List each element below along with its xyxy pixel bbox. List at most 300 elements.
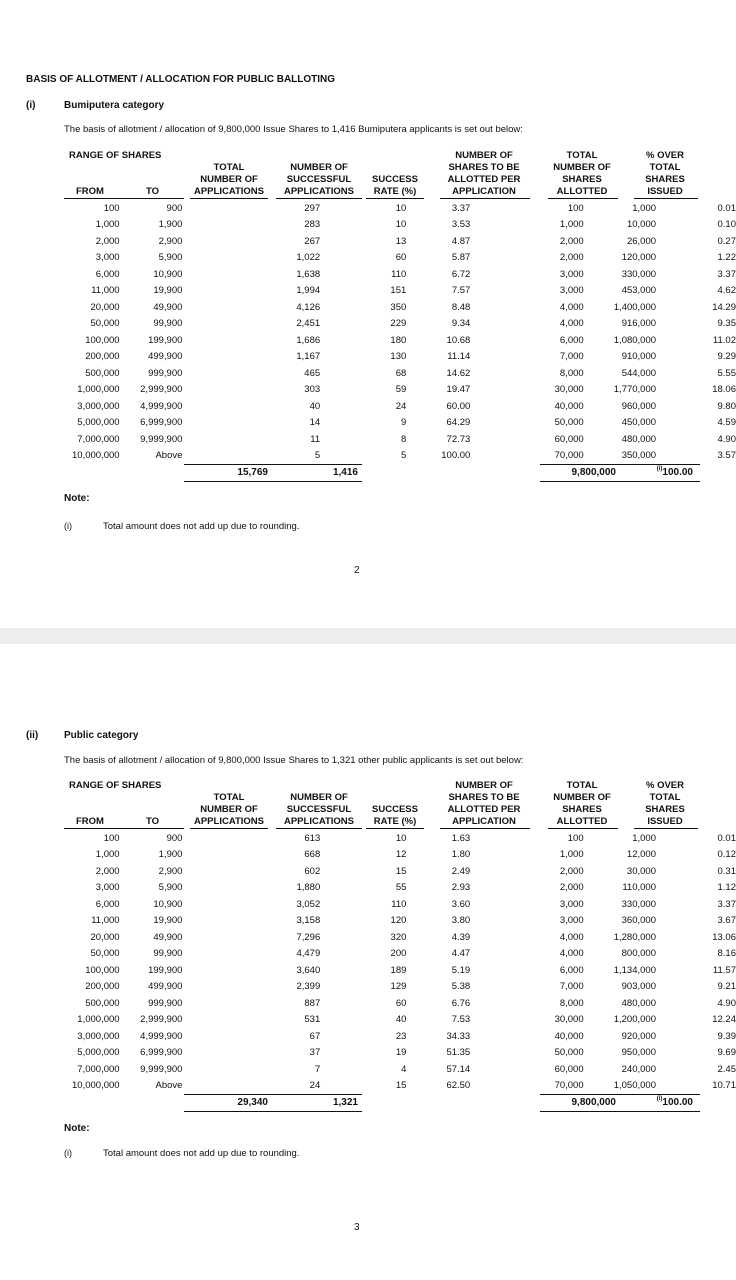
from-cell: 6,000	[95, 898, 120, 910]
from-cell: 500,000	[85, 997, 120, 1009]
table-row	[64, 217, 736, 234]
applications-cell: 1,167	[296, 351, 321, 363]
per-application-cell: 3,000	[559, 268, 584, 280]
to-cell: 9,999,900	[140, 1063, 183, 1075]
table-row	[64, 979, 736, 996]
table-row	[64, 896, 736, 913]
rate-cell: 9.34	[451, 318, 471, 330]
table-row	[64, 1045, 736, 1062]
successful-cell: 200	[390, 948, 407, 960]
table-row	[64, 431, 736, 448]
per-application-cell: 70,000	[554, 1080, 584, 1092]
from-cell: 100	[103, 832, 120, 844]
shares-allotted-cell: 800,000	[621, 948, 656, 960]
table-row	[64, 946, 736, 963]
from-cell: 3,000,000	[77, 1030, 120, 1042]
rate-cell: 72.73	[446, 433, 471, 445]
shares-allotted-cell: 1,200,000	[613, 1014, 656, 1026]
applications-cell: 5	[314, 450, 321, 462]
shares-allotted-cell: 453,000	[621, 285, 657, 297]
table-row	[64, 415, 736, 432]
note-marker: (i)	[64, 1148, 72, 1158]
rate-cell: 34.33	[446, 1030, 471, 1042]
shares-allotted-cell: 903,000	[621, 981, 656, 993]
rate-cell: 8.48	[451, 301, 471, 313]
rate-cell: 6.72	[451, 268, 471, 280]
to-cell: 10,900	[153, 898, 183, 910]
shares-allotted-cell: 450,000	[621, 417, 657, 429]
to-cell: 1,900	[158, 849, 183, 861]
applications-cell: 465	[304, 367, 321, 379]
applications-cell: 67	[309, 1030, 321, 1042]
successful-cell: 60	[395, 997, 407, 1009]
header-total-applications: TOTAL NUMBER OF APPLICATIONS	[193, 792, 265, 827]
per-application-cell: 1,000	[559, 849, 584, 861]
per-application-cell: 60,000	[554, 433, 584, 445]
successful-cell: 129	[390, 981, 407, 993]
header-successful-applications: NUMBER OF SUCCESSFUL APPLICATIONS	[283, 792, 355, 827]
range-header: RANGE OF SHARES	[69, 150, 162, 161]
from-cell: 5,000,000	[77, 1047, 120, 1059]
successful-cell: 9	[400, 417, 407, 429]
header-to: TO	[146, 186, 160, 197]
from-cell: 100,000	[85, 964, 120, 976]
header-successful-applications: NUMBER OF SUCCESSFUL APPLICATIONS	[283, 162, 355, 197]
header-from: FROM	[76, 816, 104, 827]
percent-cell: 4.90	[717, 997, 736, 1009]
per-application-cell: 30,000	[554, 1014, 584, 1026]
shares-allotted-cell: 1,134,000	[613, 964, 656, 976]
table-row	[64, 266, 736, 283]
table-row	[64, 1061, 736, 1078]
percent-cell: 9.39	[717, 1030, 736, 1042]
successful-cell: 12	[395, 849, 407, 861]
shares-allotted-cell: 330,000	[621, 268, 657, 280]
to-cell: 199,900	[148, 964, 183, 976]
percent-cell: 3.67	[717, 915, 736, 927]
rate-cell: 60.00	[446, 400, 471, 412]
rate-cell: 2.49	[451, 865, 471, 877]
per-application-cell: 100	[567, 202, 584, 214]
allotment-table	[64, 200, 736, 464]
rate-cell: 4.47	[451, 948, 471, 960]
successful-cell: 120	[390, 915, 407, 927]
to-cell: 2,999,900	[140, 1014, 183, 1026]
per-application-cell: 40,000	[554, 400, 584, 412]
successful-cell: 151	[390, 285, 407, 297]
from-cell: 3,000,000	[77, 400, 120, 412]
percent-cell: 9.21	[717, 981, 736, 993]
applications-cell: 1,686	[296, 334, 321, 346]
to-cell: 999,900	[148, 997, 183, 1009]
applications-cell: 7,296	[296, 931, 321, 943]
per-application-cell: 7,000	[559, 981, 584, 993]
shares-allotted-cell: 1,080,000	[613, 334, 657, 346]
percent-cell: 12.24	[712, 1014, 736, 1026]
successful-cell: 60	[395, 252, 407, 264]
applications-cell: 668	[304, 849, 321, 861]
from-cell: 50,000	[90, 318, 120, 330]
range-header: RANGE OF SHARES	[69, 780, 162, 791]
from-cell: 7,000,000	[77, 433, 120, 445]
table-row	[64, 200, 736, 217]
note-text: Total amount does not add up due to rounding.	[103, 1148, 300, 1159]
header-total-applications: TOTAL NUMBER OF APPLICATIONS	[193, 162, 265, 197]
percent-cell: 13.06	[712, 931, 736, 943]
table-row	[64, 398, 736, 415]
rate-cell: 7.53	[451, 1014, 471, 1026]
table-row	[64, 299, 736, 316]
to-cell: 199,900	[148, 334, 183, 346]
percent-cell: 9.35	[717, 318, 736, 330]
to-cell: 2,900	[158, 235, 183, 247]
from-cell: 7,000,000	[77, 1063, 120, 1075]
to-cell: 6,999,900	[140, 1047, 183, 1059]
section-intro: The basis of allotment / allocation of 9,800,000 Issue Shares to 1,321 other public applicants is set out below:	[64, 755, 524, 766]
header-from: FROM	[76, 186, 104, 197]
applications-cell: 1,638	[296, 268, 321, 280]
applications-cell: 4,126	[296, 301, 321, 313]
to-cell: 49,900	[153, 301, 183, 313]
percent-cell: 10.71	[712, 1080, 736, 1092]
percent-cell: 1.22	[717, 252, 736, 264]
to-cell: 499,900	[148, 981, 183, 993]
per-application-cell: 50,000	[554, 1047, 584, 1059]
applications-cell: 1,994	[296, 285, 321, 297]
per-application-cell: 100	[567, 832, 584, 844]
from-cell: 200,000	[85, 981, 120, 993]
table-row	[64, 1012, 736, 1029]
to-cell: 2,999,900	[140, 384, 183, 396]
applications-cell: 3,158	[296, 915, 321, 927]
applications-cell: 2,451	[296, 318, 321, 330]
percent-cell: 11.57	[712, 964, 736, 976]
table-row	[64, 332, 736, 349]
successful-cell: 10	[395, 202, 407, 214]
to-cell: 499,900	[148, 351, 183, 363]
rate-cell: 62.50	[446, 1080, 471, 1092]
successful-cell: 59	[395, 384, 407, 396]
from-cell: 10,000,000	[72, 1080, 120, 1092]
page-number: 3	[354, 1222, 360, 1233]
per-application-cell: 6,000	[559, 964, 584, 976]
table-row	[64, 1078, 736, 1095]
per-application-cell: 4,000	[559, 318, 584, 330]
from-cell: 500,000	[85, 367, 120, 379]
to-cell: 49,900	[153, 931, 183, 943]
section-number: (i)	[26, 100, 36, 111]
from-cell: 11,000	[91, 915, 120, 927]
rate-cell: 5.38	[451, 981, 471, 993]
from-cell: 6,000	[95, 268, 120, 280]
from-cell: 50,000	[90, 948, 120, 960]
shares-allotted-cell: 120,000	[621, 252, 657, 264]
applications-cell: 1,880	[296, 882, 321, 894]
section-number: (ii)	[26, 730, 39, 741]
per-application-cell: 30,000	[554, 384, 584, 396]
shares-allotted-cell: 960,000	[621, 400, 657, 412]
per-application-cell: 2,000	[559, 865, 584, 877]
rate-cell: 3.37	[451, 202, 471, 214]
header-percent-issued: % OVER TOTAL SHARES ISSUED	[645, 150, 685, 197]
table-row	[64, 913, 736, 930]
header-shares-per-application: NUMBER OF SHARES TO BE ALLOTTED PER APPLICATION	[447, 780, 521, 827]
table-row	[64, 250, 736, 267]
shares-allotted-cell: 360,000	[621, 915, 656, 927]
rate-cell: 19.47	[446, 384, 471, 396]
applications-cell: 37	[309, 1047, 321, 1059]
successful-cell: 320	[390, 931, 407, 943]
from-cell: 100,000	[85, 334, 120, 346]
rate-cell: 10.68	[446, 334, 471, 346]
successful-cell: 15	[395, 865, 407, 877]
from-cell: 100	[103, 202, 120, 214]
successful-cell: 24	[395, 400, 407, 412]
total-shares: 9,800,000	[571, 1097, 616, 1108]
percent-cell: 11.02	[712, 334, 736, 346]
successful-cell: 350	[390, 301, 407, 313]
to-cell: 9,999,900	[140, 433, 183, 445]
rate-cell: 4.39	[451, 931, 471, 943]
to-cell: 2,900	[158, 865, 183, 877]
successful-cell: 229	[390, 318, 407, 330]
table-row	[64, 863, 736, 880]
page-separator	[0, 628, 736, 644]
successful-cell: 68	[395, 367, 407, 379]
to-cell: Above	[155, 1080, 183, 1092]
per-application-cell: 7,000	[559, 351, 584, 363]
applications-cell: 531	[304, 1014, 321, 1026]
table-row	[64, 382, 736, 399]
rate-cell: 1.80	[451, 849, 471, 861]
section-title: Public category	[64, 730, 139, 741]
to-cell: 99,900	[153, 948, 183, 960]
percent-cell: 2.45	[717, 1063, 736, 1075]
rate-cell: 6.76	[451, 997, 471, 1009]
rate-cell: 100.00	[441, 450, 471, 462]
document-page-3	[0, 644, 736, 1280]
percent-cell: 1.12	[717, 882, 736, 894]
applications-cell: 11	[310, 433, 321, 445]
applications-cell: 613	[304, 832, 321, 844]
table-row	[64, 283, 736, 300]
applications-cell: 303	[304, 384, 321, 396]
percent-cell: 4.59	[717, 417, 736, 429]
percent-cell: 3.57	[717, 450, 736, 462]
successful-cell: 110	[391, 268, 407, 280]
shares-allotted-cell: 920,000	[621, 1030, 656, 1042]
from-cell: 2,000	[95, 865, 120, 877]
header-total-shares-allotted: TOTAL NUMBER OF SHARES ALLOTTED	[553, 150, 611, 197]
per-application-cell: 2,000	[559, 235, 584, 247]
per-application-cell: 60,000	[554, 1063, 584, 1075]
to-cell: 10,900	[153, 268, 183, 280]
successful-cell: 4	[401, 1063, 407, 1075]
percent-cell: 8.16	[717, 948, 736, 960]
percent-cell: 0.27	[717, 235, 736, 247]
rate-cell: 2.93	[451, 882, 471, 894]
to-cell: 900	[166, 202, 183, 214]
header-total-shares-allotted: TOTAL NUMBER OF SHARES ALLOTTED	[553, 780, 611, 827]
shares-allotted-cell: 1,280,000	[613, 931, 656, 943]
rate-cell: 3.80	[451, 915, 471, 927]
total-shares: 9,800,000	[571, 467, 616, 478]
successful-cell: 55	[395, 882, 407, 894]
per-application-cell: 8,000	[559, 997, 584, 1009]
to-cell: 4,999,900	[140, 1030, 183, 1042]
successful-cell: 8	[400, 433, 407, 445]
shares-allotted-cell: 330,000	[621, 898, 656, 910]
to-cell: 4,999,900	[140, 400, 183, 412]
applications-cell: 4,479	[296, 948, 321, 960]
to-cell: 5,900	[158, 882, 183, 894]
applications-cell: 40	[309, 400, 321, 412]
shares-allotted-cell: 1,770,000	[613, 384, 657, 396]
percent-cell: 14.29	[712, 301, 736, 313]
from-cell: 1,000	[95, 849, 120, 861]
per-application-cell: 4,000	[559, 301, 584, 313]
table-row	[64, 880, 736, 897]
from-cell: 1,000,000	[77, 1014, 120, 1026]
rate-cell: 64.29	[446, 417, 471, 429]
percent-cell: 9.80	[717, 400, 736, 412]
shares-allotted-cell: 12,000	[626, 849, 656, 861]
table-row	[64, 365, 736, 382]
successful-cell: 10	[395, 832, 407, 844]
from-cell: 2,000	[95, 235, 120, 247]
per-application-cell: 70,000	[554, 450, 584, 462]
shares-allotted-cell: 1,050,000	[613, 1080, 656, 1092]
rate-cell: 57.14	[446, 1063, 471, 1075]
per-application-cell: 3,000	[559, 915, 584, 927]
rate-cell: 11.14	[447, 351, 471, 363]
applications-cell: 14	[309, 417, 321, 429]
rate-cell: 4.87	[451, 235, 471, 247]
shares-allotted-cell: 480,000	[621, 433, 657, 445]
shares-allotted-cell: 26,000	[626, 235, 657, 247]
percent-cell: 0.10	[717, 219, 736, 231]
per-application-cell: 4,000	[559, 931, 584, 943]
from-cell: 10,000,000	[72, 450, 120, 462]
section-intro: The basis of allotment / allocation of 9,800,000 Issue Shares to 1,416 Bumiputera applicants is set out below:	[64, 124, 523, 135]
successful-cell: 23	[395, 1030, 407, 1042]
shares-allotted-cell: 544,000	[621, 367, 657, 379]
rate-cell: 5.87	[451, 252, 471, 264]
rate-cell: 3.60	[451, 898, 471, 910]
successful-cell: 40	[395, 1014, 407, 1026]
rate-cell: 1.63	[451, 832, 471, 844]
applications-cell: 7	[314, 1063, 321, 1075]
shares-allotted-cell: 950,000	[621, 1047, 656, 1059]
per-application-cell: 1,000	[559, 219, 584, 231]
applications-cell: 3,052	[296, 898, 321, 910]
shares-allotted-cell: 350,000	[621, 450, 657, 462]
successful-cell: 189	[390, 964, 407, 976]
successful-cell: 110	[391, 898, 407, 910]
page-number: 2	[354, 565, 360, 576]
total-applications: 29,340	[237, 1097, 268, 1108]
shares-allotted-cell: 10,000	[626, 219, 657, 231]
shares-allotted-cell: 1,000	[632, 832, 656, 844]
header-to: TO	[146, 816, 160, 827]
table-row	[64, 929, 736, 946]
table-row	[64, 847, 736, 864]
per-application-cell: 2,000	[559, 882, 584, 894]
rate-cell: 3.53	[451, 219, 471, 231]
applications-cell: 887	[304, 997, 321, 1009]
document-page-2	[0, 0, 736, 628]
total-successful: 1,416	[332, 467, 358, 478]
table-row	[64, 233, 736, 250]
section-title: Bumiputera category	[64, 100, 165, 111]
percent-cell: 0.01	[717, 202, 736, 214]
applications-cell: 24	[309, 1080, 321, 1092]
shares-allotted-cell: 110,000	[622, 882, 656, 894]
to-cell: 1,900	[158, 219, 183, 231]
shares-allotted-cell: 1,400,000	[613, 301, 657, 313]
document-title: BASIS OF ALLOTMENT / ALLOCATION FOR PUBLIC BALLOTING	[26, 74, 336, 85]
percent-cell: 3.37	[717, 898, 736, 910]
from-cell: 5,000,000	[77, 417, 120, 429]
header-success-rate: SUCCESS RATE (%)	[372, 174, 418, 197]
table-row	[64, 316, 736, 333]
from-cell: 20,000	[90, 301, 120, 313]
header-success-rate: SUCCESS RATE (%)	[372, 804, 418, 827]
shares-allotted-cell: 916,000	[621, 318, 657, 330]
successful-cell: 13	[395, 235, 407, 247]
per-application-cell: 3,000	[559, 285, 584, 297]
shares-allotted-cell: 240,000	[621, 1063, 656, 1075]
applications-cell: 1,022	[296, 252, 321, 264]
percent-cell: 0.01	[717, 832, 736, 844]
per-application-cell: 4,000	[559, 948, 584, 960]
table-row	[64, 1028, 736, 1045]
successful-cell: 19	[395, 1047, 407, 1059]
shares-allotted-cell: 30,000	[626, 865, 656, 877]
header-shares-per-application: NUMBER OF SHARES TO BE ALLOTTED PER APPLICATION	[447, 150, 521, 197]
note-text: Total amount does not add up due to rounding.	[103, 521, 300, 532]
rate-cell: 51.35	[446, 1047, 471, 1059]
successful-cell: 15	[395, 1080, 407, 1092]
applications-cell: 3,640	[296, 964, 321, 976]
to-cell: 19,900	[153, 915, 183, 927]
applications-cell: 267	[304, 235, 321, 247]
from-cell: 11,000	[91, 285, 120, 297]
per-application-cell: 8,000	[559, 367, 584, 379]
per-application-cell: 50,000	[554, 417, 584, 429]
successful-cell: 130	[390, 351, 407, 363]
note-label: Note:	[64, 1123, 90, 1134]
table-row	[64, 962, 736, 979]
to-cell: 999,900	[148, 367, 183, 379]
from-cell: 200,000	[85, 351, 120, 363]
to-cell: Above	[155, 450, 183, 462]
from-cell: 1,000	[95, 219, 120, 231]
to-cell: 19,900	[153, 285, 183, 297]
percent-cell: 5.55	[717, 367, 736, 379]
shares-allotted-cell: 480,000	[621, 997, 656, 1009]
to-cell: 5,900	[158, 252, 183, 264]
from-cell: 1,000,000	[77, 384, 120, 396]
per-application-cell: 40,000	[554, 1030, 584, 1042]
shares-allotted-cell: 1,000	[632, 202, 657, 214]
applications-cell: 2,399	[296, 981, 321, 993]
percent-cell: 4.90	[717, 433, 736, 445]
table-row	[64, 830, 736, 847]
total-successful: 1,321	[332, 1097, 358, 1108]
note-marker: (i)	[64, 521, 72, 531]
per-application-cell: 3,000	[559, 898, 584, 910]
